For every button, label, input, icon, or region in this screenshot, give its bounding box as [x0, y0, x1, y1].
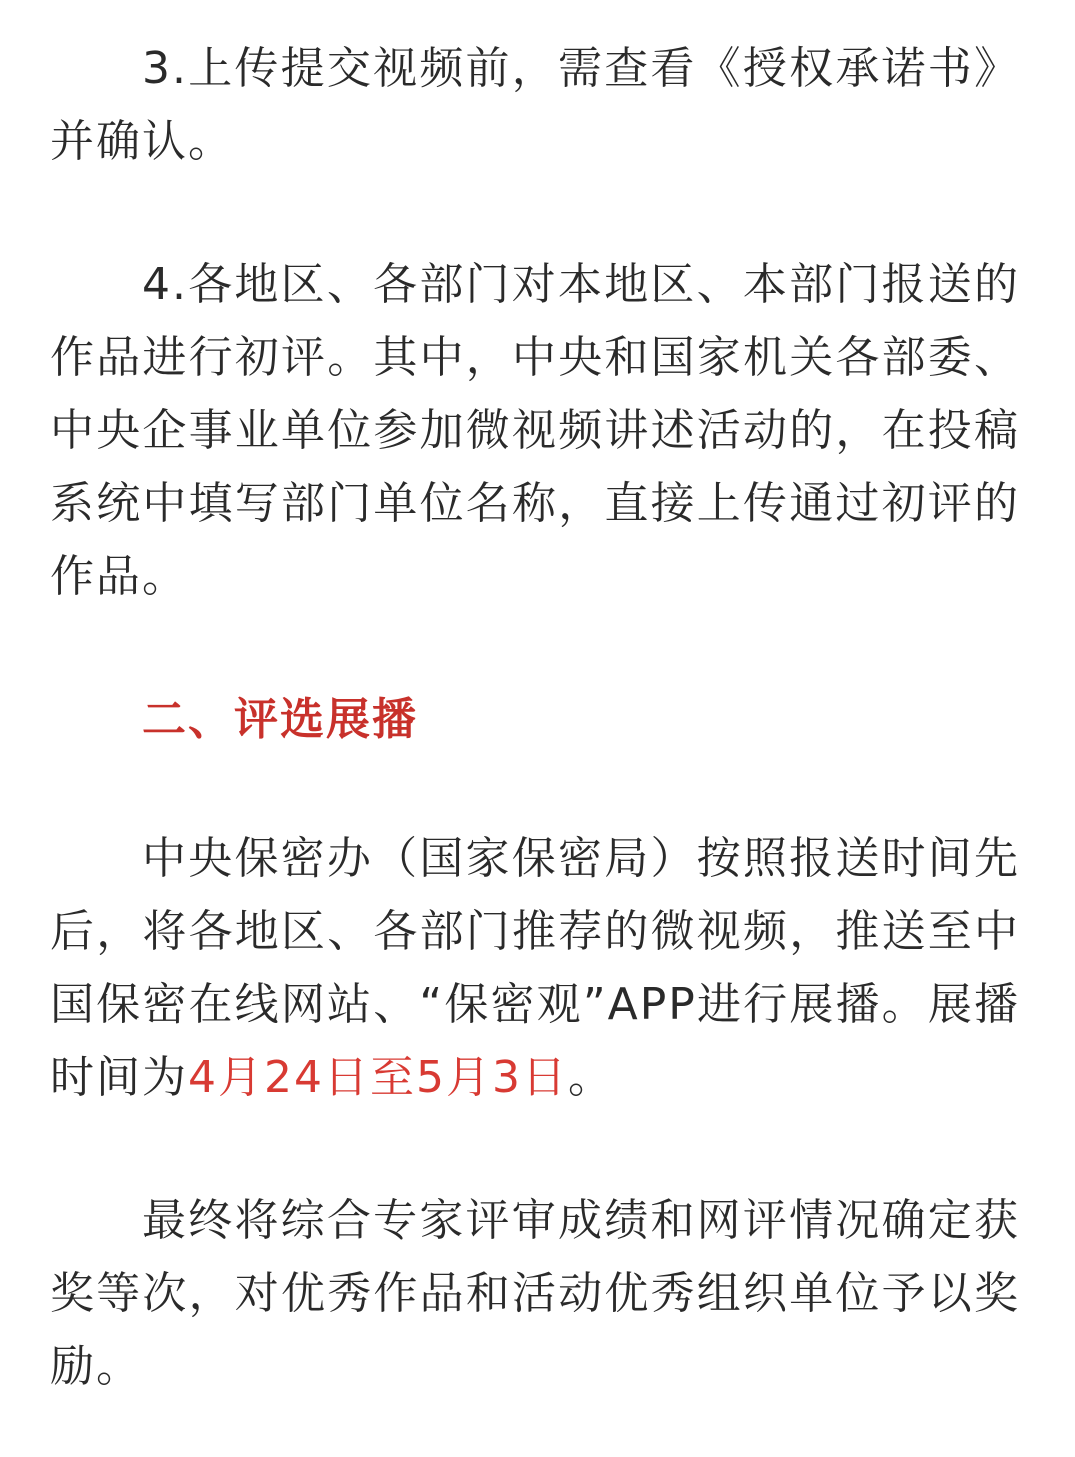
article-body [50, 32, 1020, 1403]
broadcast-period: 。 [567, 1052, 614, 1103]
paragraph-upload-requirement: 3.上传提交视频前，需查看《授权承诺书》并确认。 [50, 43, 1020, 167]
section-heading-selection-broadcast: 二、评选展播 [142, 694, 418, 745]
paragraph-broadcast-schedule [50, 822, 1020, 1114]
broadcast-text: 中央保密办（国家保密局）按照报送时间先后，将各地区、各部门推荐的微视频，推送至中国保密在线网站、“保密观”APP进行展播。展播时间为 [50, 833, 1020, 1103]
paragraph-awards: 最终将综合专家评审成绩和网评情况确定获奖等次，对优秀作品和活动优秀组织单位予以奖励。 [50, 1195, 1020, 1392]
paragraph-preliminary-review: 4.各地区、各部门对本地区、本部门报送的作品进行初评。其中，中央和国家机关各部委、中央企事业单位参加微视频讲述活动的，在投稿系统中填写部门单位名称，直接上传通过初评的作品。 [50, 259, 1020, 602]
broadcast-date-range: 4月24日至5月3日 [188, 1052, 568, 1103]
